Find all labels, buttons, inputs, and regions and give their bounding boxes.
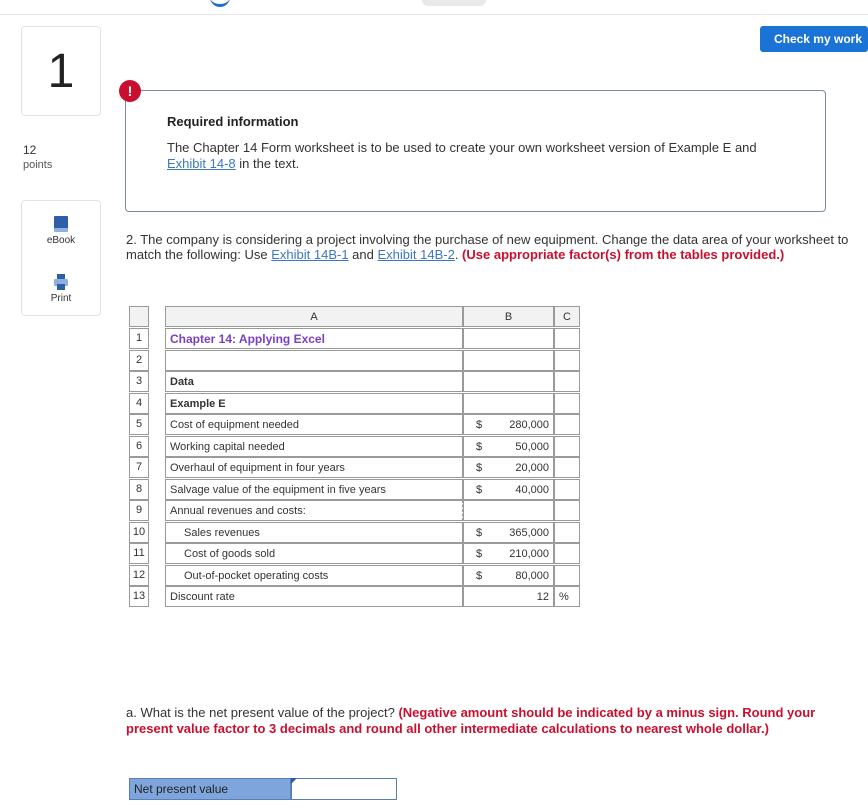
- dollar-sign: $: [476, 526, 483, 539]
- cell-b[interactable]: [463, 522, 554, 543]
- cell-a[interactable]: Chapter 14: Applying Excel: [165, 328, 463, 349]
- cell-a[interactable]: Sales revenues: [165, 522, 463, 543]
- cell-c[interactable]: [554, 350, 580, 371]
- cell-b-value: 50,000: [515, 440, 549, 453]
- cell-b[interactable]: [463, 500, 554, 521]
- info-text-after: in the text.: [235, 156, 300, 171]
- cell-b[interactable]: [463, 479, 554, 500]
- cell-b-value: 20,000: [515, 462, 549, 474]
- cell-c[interactable]: [554, 543, 580, 564]
- q2-text-before: 2. The company is considering a project involving the purchase of new equipment. Change the data area of your worksheet to match the following: Use: [126, 232, 849, 262]
- cell-c[interactable]: [554, 479, 580, 500]
- cell-b[interactable]: [463, 414, 554, 435]
- ebook-label: eBook: [46, 235, 76, 246]
- row-number: 6: [129, 436, 149, 457]
- row-number: 10: [129, 522, 149, 543]
- progress-arc-icon: [210, 0, 230, 7]
- cell-b[interactable]: [463, 457, 554, 478]
- cell-b-value: 80,000: [515, 569, 549, 582]
- question-a-text: [126, 705, 861, 737]
- row-number: 8: [129, 479, 149, 500]
- cell-b[interactable]: [463, 350, 554, 371]
- dollar-sign: $: [476, 569, 483, 582]
- row-number: 5: [129, 414, 149, 435]
- cell-a[interactable]: [165, 350, 463, 371]
- row-number: 7: [129, 457, 149, 478]
- column-header-a: A: [165, 306, 463, 327]
- cell-c[interactable]: [554, 393, 580, 414]
- cell-b[interactable]: [463, 393, 554, 414]
- top-progress-bar: [0, 0, 868, 15]
- cell-b-value: 12: [536, 591, 549, 603]
- cell-b-value: 210,000: [509, 548, 549, 560]
- cell-a[interactable]: Overhaul of equipment in four years: [165, 457, 463, 478]
- cell-c[interactable]: [554, 414, 580, 435]
- cell-b-value: 280,000: [509, 419, 549, 431]
- cell-b[interactable]: [463, 436, 554, 457]
- cell-c[interactable]: [554, 522, 580, 543]
- question-2-text: [126, 232, 866, 262]
- cell-b[interactable]: [463, 586, 554, 607]
- points-value: 12: [23, 143, 37, 157]
- cell-b-value: 365,000: [509, 526, 549, 539]
- row-number: 4: [129, 393, 149, 414]
- row-number: 9: [129, 500, 149, 521]
- cell-a[interactable]: Working capital needed: [165, 436, 463, 457]
- points-label: points: [23, 159, 53, 171]
- ebook-button[interactable]: [22, 215, 100, 246]
- book-icon: [53, 215, 69, 233]
- question-number: 1: [21, 26, 101, 116]
- exhibit-14b-2-link[interactable]: Exhibit 14B-2: [377, 247, 455, 262]
- dollar-sign: $: [476, 548, 483, 560]
- q2-instruction: (Use appropriate factor(s) from the tables provided.): [462, 247, 785, 262]
- cell-a[interactable]: Data: [165, 371, 463, 392]
- npv-input[interactable]: [291, 778, 397, 800]
- cell-a[interactable]: Cost of equipment needed: [165, 414, 463, 435]
- cell-c[interactable]: [554, 565, 580, 586]
- row-number: 12: [129, 565, 149, 586]
- column-header-c: C: [554, 306, 580, 327]
- cell-b-value: 40,000: [515, 483, 549, 496]
- row-number: 1: [129, 328, 149, 349]
- sheet-corner: [129, 306, 149, 327]
- exhibit-14b-1-link[interactable]: Exhibit 14B-1: [271, 247, 349, 262]
- progress-pill: [422, 0, 486, 6]
- cell-c[interactable]: [554, 500, 580, 521]
- info-title: Required information: [167, 114, 299, 129]
- cell-c[interactable]: [554, 436, 580, 457]
- cell-b[interactable]: [463, 371, 554, 392]
- qa-instruction: (Negative amount should be indicated by a minus sign. Round your present value factor to 3 decimals and round all other intermediate calculations to nearest whole dollar.): [126, 705, 816, 736]
- info-body: [167, 140, 767, 172]
- q2-text-mid: and: [348, 247, 378, 262]
- check-my-work-button[interactable]: Check my work: [760, 26, 868, 52]
- print-label: Print: [50, 293, 72, 304]
- row-number: 2: [129, 350, 149, 371]
- dollar-sign: $: [476, 483, 483, 496]
- column-header-b: B: [463, 306, 554, 327]
- cell-c[interactable]: [554, 457, 580, 478]
- cell-a[interactable]: Salvage value of the equipment in five years: [165, 479, 463, 500]
- row-number: 11: [129, 543, 149, 564]
- tools-panel: [21, 200, 101, 316]
- dollar-sign: $: [476, 462, 483, 474]
- print-button[interactable]: [22, 273, 100, 304]
- printer-icon: [53, 273, 69, 291]
- cell-c[interactable]: [554, 371, 580, 392]
- row-number: 13: [129, 586, 149, 607]
- cell-a[interactable]: Discount rate: [165, 586, 463, 607]
- cell-b[interactable]: [463, 543, 554, 564]
- cell-b[interactable]: [463, 328, 554, 349]
- cell-c[interactable]: %: [554, 586, 580, 607]
- alert-icon: !: [119, 80, 141, 102]
- cell-b[interactable]: [463, 565, 554, 586]
- cell-a[interactable]: Annual revenues and costs:: [165, 500, 463, 521]
- exhibit-14-8-link[interactable]: Exhibit 14-8: [167, 156, 236, 171]
- row-number: 3: [129, 371, 149, 392]
- dollar-sign: $: [476, 440, 483, 453]
- cell-c[interactable]: [554, 328, 580, 349]
- qa-text: a. What is the net present value of the project?: [126, 705, 399, 720]
- dollar-sign: $: [476, 419, 483, 431]
- info-text-before: The Chapter 14 Form worksheet is to be used to create your own worksheet version of Example E and: [167, 140, 757, 155]
- cell-a[interactable]: Cost of goods sold: [165, 543, 463, 564]
- cell-a[interactable]: Out-of-pocket operating costs: [165, 565, 463, 586]
- npv-label: Net present value: [129, 778, 291, 800]
- cell-a[interactable]: Example E: [165, 393, 463, 414]
- q2-text-after: .: [454, 247, 463, 262]
- cell-marker-icon: [291, 778, 297, 784]
- required-information-box: [125, 90, 826, 212]
